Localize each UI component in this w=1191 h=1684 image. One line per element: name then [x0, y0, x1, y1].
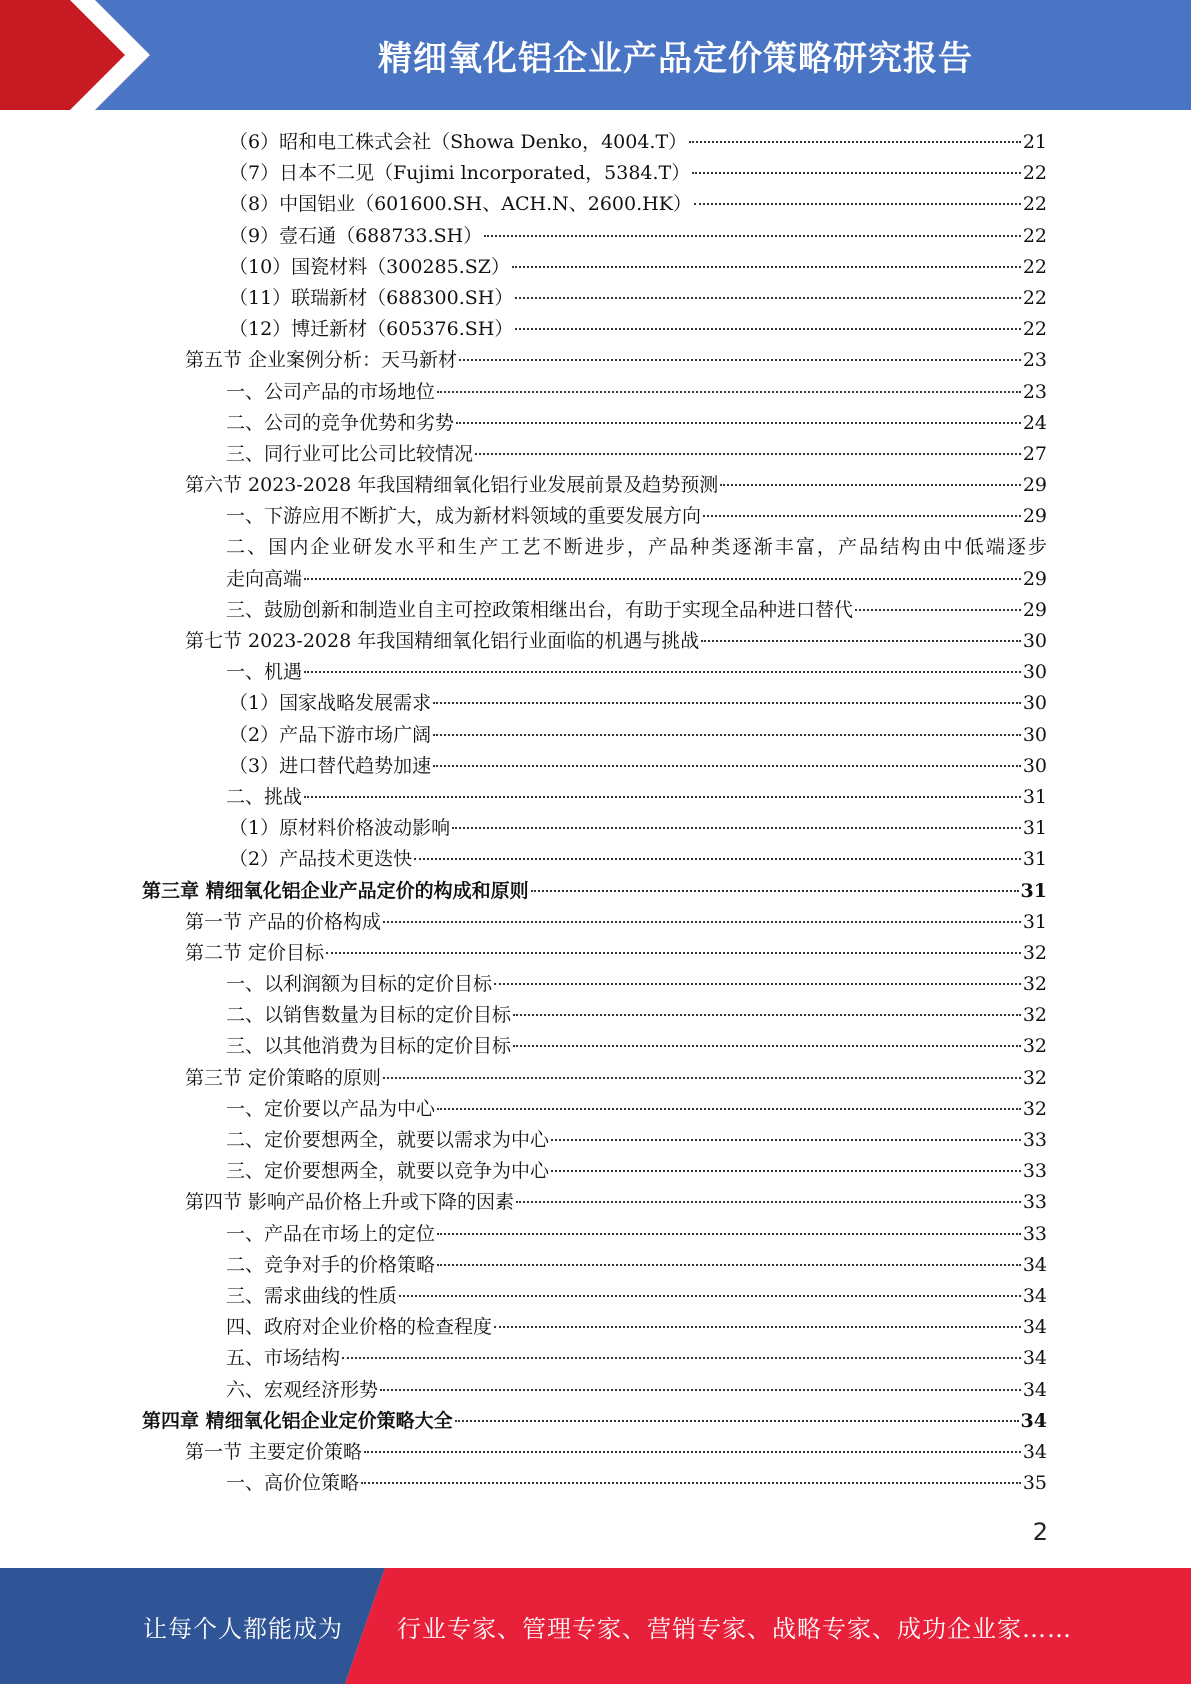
- toc-entry-title: （3）进口替代趋势加速: [229, 754, 432, 777]
- toc-dot-leader: [433, 734, 1021, 736]
- toc-dot-leader: [494, 1326, 1021, 1328]
- toc-entry-title: 第二节 定价目标: [185, 941, 325, 964]
- toc-entry-title: 第一节 主要定价策略: [185, 1440, 363, 1463]
- page-number: 2: [1032, 1518, 1048, 1546]
- toc-entry-title: 四、政府对企业价格的检查程度: [226, 1316, 493, 1339]
- toc-entry-page: 30: [1022, 723, 1047, 746]
- toc-entry-page: 35: [1022, 1472, 1047, 1495]
- toc-entry[interactable]: [0, 314, 1191, 345]
- toc-entry[interactable]: [0, 127, 1191, 158]
- toc-entry[interactable]: [0, 720, 1191, 751]
- toc-entry[interactable]: [0, 377, 1191, 408]
- toc-entry[interactable]: [0, 158, 1191, 189]
- toc-entry-page: 34: [1022, 1347, 1047, 1370]
- toc-entry-title: （12）博迁新材（605376.SH）: [229, 318, 514, 341]
- toc-entry-title: 一、以利润额为目标的定价目标: [226, 973, 493, 996]
- toc-dot-leader: [383, 921, 1021, 923]
- toc-entry-page: 23: [1022, 380, 1047, 403]
- toc-entry-page: 29: [1022, 505, 1047, 528]
- toc-dot-leader: [437, 1108, 1021, 1110]
- toc-entry-title: 二、挑战: [226, 785, 303, 808]
- toc-entry[interactable]: [0, 938, 1191, 969]
- toc-entry-title: （8）中国铝业（601600.SH、ACH.N、2600.HK）: [229, 193, 692, 216]
- toc-dot-leader: [494, 983, 1021, 985]
- toc-entry[interactable]: [0, 969, 1191, 1000]
- toc-entry[interactable]: [0, 1375, 1191, 1406]
- toc-dot-leader: [437, 1264, 1021, 1266]
- toc-entry[interactable]: [0, 876, 1191, 907]
- toc-dot-leader: [513, 1045, 1021, 1047]
- toc-entry-title: 一、高价位策略: [226, 1472, 360, 1495]
- toc-dot-leader: [433, 765, 1021, 767]
- toc-dot-leader: [694, 203, 1021, 205]
- toc-dot-leader: [383, 1077, 1021, 1079]
- toc-entry-title: 六、宏观经济形势: [226, 1378, 379, 1401]
- toc-entry-page: 34: [1022, 1316, 1047, 1339]
- toc-dot-leader: [515, 328, 1020, 330]
- toc-entry[interactable]: [0, 1125, 1191, 1156]
- toc-entry[interactable]: [0, 813, 1191, 844]
- toc-entry-title: 第五节 企业案例分析：天马新材: [185, 349, 458, 372]
- toc-dot-leader: [516, 1201, 1021, 1203]
- toc-dot-leader: [380, 1389, 1021, 1391]
- toc-entry-title: （11）联瑞新材（688300.SH）: [229, 286, 514, 309]
- toc-entry[interactable]: [0, 1219, 1191, 1250]
- toc-entry-title: 第七节 2023-2028 年我国精细氧化铝行业面临的机遇与挑战: [185, 630, 700, 652]
- toc-entry-page: 29: [1022, 598, 1047, 621]
- toc-entry[interactable]: [0, 1406, 1191, 1437]
- toc-entry[interactable]: [0, 439, 1191, 470]
- toc-entry-page: 32: [1022, 1004, 1047, 1027]
- toc-entry[interactable]: [0, 564, 1191, 595]
- toc-entry[interactable]: [0, 688, 1191, 719]
- toc-entry[interactable]: [0, 1094, 1191, 1125]
- toc-entry-title: （1）原材料价格波动影响: [229, 817, 451, 840]
- toc-entry-page: 31: [1022, 848, 1047, 871]
- toc-entry-title: 第六节 2023-2028 年我国精细氧化铝行业发展前景及趋势预测: [185, 474, 719, 497]
- toc-entry-page: 33: [1022, 1222, 1047, 1245]
- toc-entry-page: 23: [1022, 349, 1047, 372]
- toc-entry-page: 22: [1022, 255, 1047, 278]
- toc-dot-leader: [701, 640, 1021, 642]
- toc-entry-page: 22: [1022, 224, 1047, 247]
- toc-entry-page: 21: [1022, 131, 1047, 153]
- toc-dot-leader: [304, 578, 1021, 580]
- toc-dot-leader: [720, 484, 1021, 486]
- toc-entry[interactable]: [0, 189, 1191, 220]
- toc-entry[interactable]: [0, 252, 1191, 283]
- toc-dot-leader: [855, 609, 1021, 611]
- toc-entry[interactable]: [0, 1250, 1191, 1281]
- toc-entry-title: （6）昭和电工株式会社（Showa Denko，4004.T）: [229, 131, 688, 153]
- toc-entry[interactable]: [0, 470, 1191, 501]
- footer-slogan-right: 行业专家、管理专家、营销专家、战略专家、成功企业家……: [397, 1614, 1072, 1643]
- toc-entry-page: 30: [1022, 630, 1047, 652]
- toc-entry-title: 三、需求曲线的性质: [226, 1284, 398, 1307]
- toc-entry-title: 一、机遇: [226, 661, 303, 684]
- toc-dot-leader: [515, 297, 1020, 299]
- toc-entry-title: （1）国家战略发展需求: [229, 692, 432, 715]
- toc-entry-page: 33: [1022, 1191, 1047, 1214]
- toc-dot-leader: [551, 1170, 1021, 1172]
- toc-entry[interactable]: [0, 626, 1191, 657]
- toc-entry[interactable]: [0, 1437, 1191, 1468]
- header-banner: [0, 0, 1191, 110]
- toc-entry-title: 三、以其他消费为目标的定价目标: [226, 1035, 512, 1058]
- toc-entry-title: （2）产品技术更迭快: [229, 848, 413, 871]
- toc-entry-page: 27: [1022, 442, 1047, 465]
- toc-entry-page: 32: [1022, 1066, 1047, 1089]
- toc-entry-page: 34: [1022, 1253, 1047, 1276]
- toc-entry-page: 31: [1022, 785, 1047, 808]
- toc-entry-title: （9）壹石通（688733.SH）: [229, 224, 483, 247]
- toc-dot-leader: [703, 515, 1021, 517]
- toc-dot-leader: [452, 827, 1021, 829]
- toc-entry[interactable]: [0, 1281, 1191, 1312]
- toc-entry-wrapped-line: [0, 532, 1191, 563]
- toc-entry-page: 31: [1020, 879, 1047, 902]
- toc-entry-page: 29: [1022, 474, 1047, 497]
- toc-entry-title: 第四节 影响产品价格上升或下降的因素: [185, 1191, 515, 1214]
- toc-dot-leader: [342, 1357, 1021, 1359]
- toc-entry-page: 29: [1022, 567, 1047, 590]
- toc-entry-page: 34: [1022, 1378, 1047, 1401]
- toc-entry-title: 二、国内企业研发水平和生产工艺不断进步，产品种类逐渐丰富，产品结构由中低端逐步: [226, 536, 1047, 559]
- toc-dot-leader: [456, 422, 1021, 424]
- toc-dot-leader: [364, 1451, 1021, 1453]
- toc-entry-title: （2）产品下游市场广阔: [229, 723, 432, 746]
- toc-entry[interactable]: [0, 1063, 1191, 1094]
- toc-entry[interactable]: [0, 221, 1191, 252]
- toc-dot-leader: [304, 796, 1021, 798]
- toc-dot-leader: [531, 890, 1019, 892]
- toc-entry-page: 22: [1022, 193, 1047, 216]
- toc-entry-title: （7）日本不二见（Fujimi lncorporated，5384.T）: [229, 162, 691, 185]
- toc-entry-title: （10）国瓷材料（300285.SZ）: [229, 255, 510, 278]
- toc-entry-page: 32: [1022, 941, 1047, 964]
- toc-dot-leader: [475, 453, 1021, 455]
- toc-entry[interactable]: [0, 844, 1191, 875]
- document-title: 精细氧化铝企业产品定价策略研究报告: [378, 38, 973, 79]
- toc-entry-title: 一、公司产品的市场地位: [226, 380, 436, 403]
- toc-entry[interactable]: [0, 501, 1191, 532]
- toc-dot-leader: [361, 1482, 1021, 1484]
- toc-entry-page: 33: [1022, 1129, 1047, 1151]
- toc-entry-page: 30: [1022, 754, 1047, 777]
- toc-entry[interactable]: [0, 283, 1191, 314]
- toc-entry-title: 第三节 定价策略的原则: [185, 1066, 382, 1089]
- toc-entry-page: 32: [1022, 1035, 1047, 1058]
- toc-entry-title: 三、同行业可比公司比较情况: [226, 442, 474, 465]
- toc-entry-title: 二、定价要想两全，就要以需求为中心: [226, 1129, 550, 1151]
- toc-entry-title: 五、市场结构: [226, 1347, 341, 1370]
- toc-entry[interactable]: [0, 751, 1191, 782]
- table-of-contents: [0, 127, 1191, 1499]
- toc-entry-page: 31: [1022, 817, 1047, 840]
- toc-entry-page: 34: [1020, 1409, 1047, 1432]
- toc-entry-page: 22: [1022, 162, 1047, 185]
- toc-entry-page: 22: [1022, 286, 1047, 309]
- toc-entry[interactable]: [0, 1343, 1191, 1374]
- toc-dot-leader: [399, 1295, 1021, 1297]
- toc-entry-page: 30: [1022, 692, 1047, 715]
- footer-banner: [0, 1568, 1191, 1684]
- toc-entry-title: 走向高端: [226, 567, 303, 590]
- toc-dot-leader: [304, 671, 1021, 673]
- toc-entry[interactable]: [0, 408, 1191, 439]
- toc-entry-title: 第四章 精细氧化铝企业定价策略大全: [142, 1409, 453, 1432]
- toc-dot-leader: [512, 266, 1021, 268]
- toc-entry-page: 33: [1022, 1160, 1047, 1183]
- toc-dot-leader: [513, 1014, 1021, 1016]
- toc-entry[interactable]: [0, 1187, 1191, 1218]
- toc-dot-leader: [437, 391, 1021, 393]
- toc-dot-leader: [414, 858, 1021, 860]
- toc-entry-page: 32: [1022, 1097, 1047, 1120]
- toc-entry-title: 第三章 精细氧化铝企业产品定价的构成和原则: [142, 879, 529, 902]
- toc-entry-title: 三、鼓励创新和制造业自主可控政策相继出台，有助于实现全品种进口替代: [226, 598, 854, 621]
- toc-entry-title: 二、竞争对手的价格策略: [226, 1253, 436, 1276]
- toc-entry-page: 34: [1022, 1284, 1047, 1307]
- toc-entry-title: 一、下游应用不断扩大，成为新材料领域的重要发展方向: [226, 505, 702, 528]
- toc-dot-leader: [437, 1233, 1021, 1235]
- toc-entry-title: 一、产品在市场上的定位: [226, 1222, 436, 1245]
- toc-dot-leader: [326, 952, 1021, 954]
- toc-dot-leader: [433, 702, 1021, 704]
- toc-entry-page: 34: [1022, 1440, 1047, 1463]
- toc-entry[interactable]: [0, 1000, 1191, 1031]
- toc-entry-title: 第一节 产品的价格构成: [185, 910, 382, 933]
- toc-entry-title: 一、定价要以产品为中心: [226, 1097, 436, 1120]
- toc-dot-leader: [689, 141, 1021, 143]
- toc-dot-leader: [692, 172, 1021, 174]
- toc-entry[interactable]: [0, 907, 1191, 938]
- toc-dot-leader: [455, 1420, 1019, 1422]
- toc-entry-title: 三、定价要想两全，就要以竞争为中心: [226, 1160, 550, 1183]
- toc-entry-page: 32: [1022, 973, 1047, 996]
- toc-dot-leader: [551, 1139, 1021, 1141]
- toc-entry[interactable]: [0, 1031, 1191, 1062]
- toc-entry[interactable]: [0, 595, 1191, 626]
- toc-entry-page: 31: [1022, 910, 1047, 933]
- toc-entry-title: 二、公司的竞争优势和劣势: [226, 411, 455, 434]
- toc-entry[interactable]: [0, 1156, 1191, 1187]
- toc-entry[interactable]: [0, 345, 1191, 376]
- toc-entry[interactable]: [0, 657, 1191, 688]
- toc-entry-page: 24: [1022, 411, 1047, 434]
- toc-entry[interactable]: [0, 1312, 1191, 1343]
- toc-entry-page: 22: [1022, 318, 1047, 341]
- toc-dot-leader: [484, 235, 1021, 237]
- header-red-chevron: [0, 0, 150, 110]
- toc-entry[interactable]: [0, 782, 1191, 813]
- toc-entry[interactable]: [0, 1468, 1191, 1499]
- toc-dot-leader: [459, 359, 1021, 361]
- toc-entry-page: 30: [1022, 661, 1047, 684]
- footer-slogan-left: 让每个人都能成为: [143, 1614, 343, 1643]
- toc-entry-title: 二、以销售数量为目标的定价目标: [226, 1004, 512, 1027]
